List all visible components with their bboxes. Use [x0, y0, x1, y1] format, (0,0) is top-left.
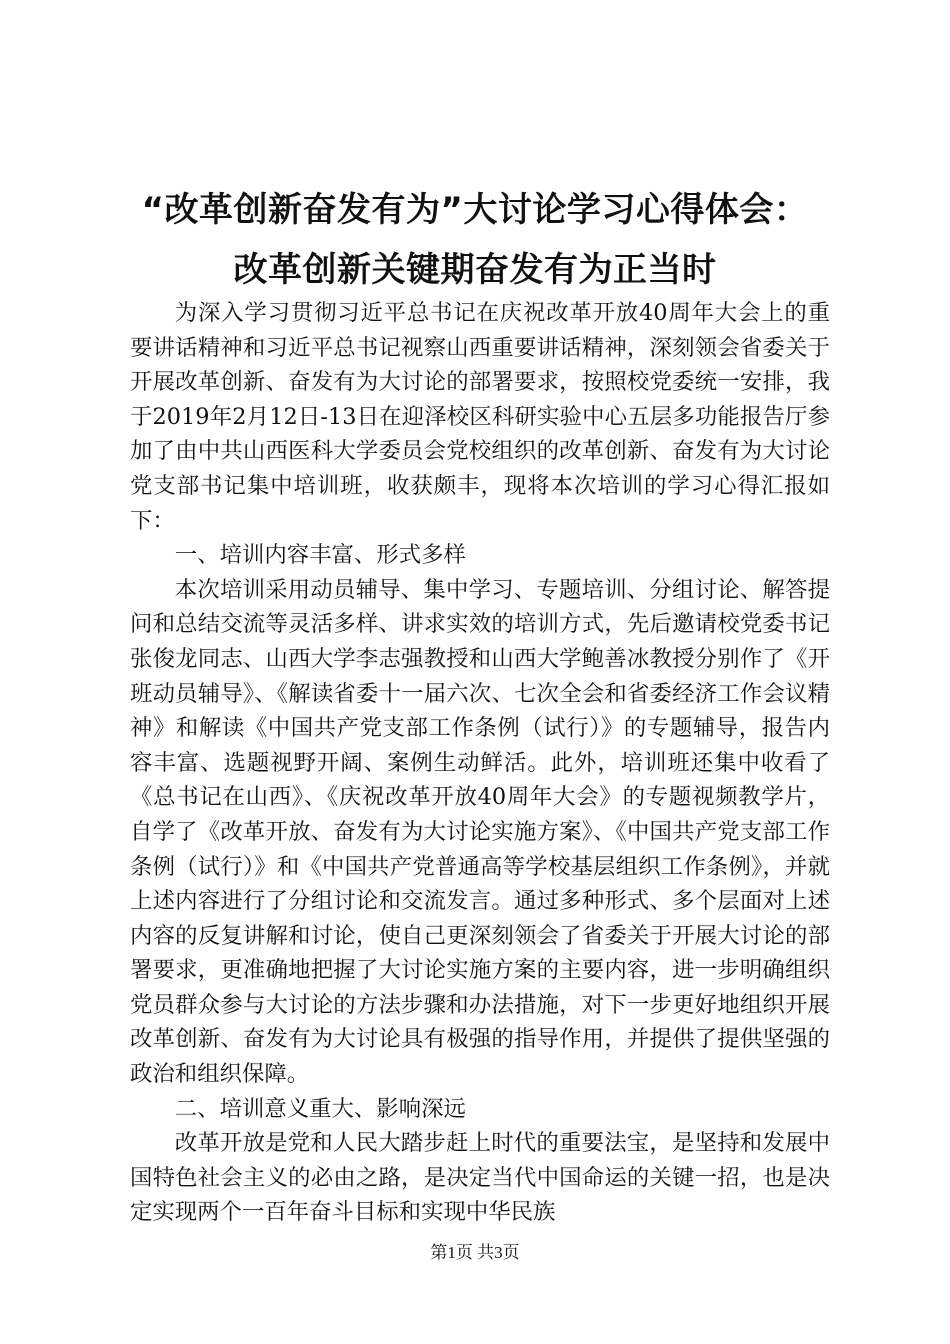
- section-heading-1: 一、培训内容丰富、形式多样: [174, 542, 466, 569]
- document-body: [130, 296, 830, 1230]
- page-number-footer: 第1页 共3页: [430, 1243, 520, 1262]
- paragraph-section-1: 本次培训采用动员辅导、集中学习、专题培训、分组讨论、解答提问和总结交流等灵活多样、讲求实效的培训方式，先后邀请校党委书记张俊龙同志、山西大学李志强教授和山西大学鲍善冰教授分别作了《开班动员辅导》、《解读省委十一届六次、七次全会和省委经济工作会议精神》和解读《中国共产党支部工作条例（试行）》的专题辅导，报告内容丰富、选题视野开阔、案例生动鲜活。此外，培训班还集中收看了《总书记在山西》、《庆祝改革开放40周年大会》的专题视频教学片，自学了《改革开放、奋发有为大讨论实施方案》、《中国共产党支部工作条例（试行）》和《中国共产党普通高等学校基层组织工作条例》，并就上述内容进行了分组讨论和交流发言。通过多种形式、多个层面对上述内容的反复讲解和讨论，使自己更深刻领会了省委关于开展大讨论的部署要求，更准确地把握了大讨论实施方案的主要内容，进一步明确组织党员群众参与大讨论的方法步骤和办法措施，对下一步更好地组织开展改革创新、奋发有为大讨论具有极强的指导作用，并提供了提供坚强的政治和组织保障。: [130, 576, 830, 1088]
- paragraph-section-2: 改革开放是党和人民大踏步赶上时代的重要法宝，是坚持和发展中国特色社会主义的必由之路，是决定当代中国命运的关键一招，也是决定实现两个一百年奋斗目标和实现中华民族: [130, 1130, 830, 1226]
- paragraph-intro: 为深入学习贯彻习近平总书记在庆祝改革开放40周年大会上的重要讲话精神和习近平总书记视察山西重要讲话精神，深刻领会省委关于开展改革创新、奋发有为大讨论的部署要求，按照校党委统一安排，我于2019年2月12日-13日在迎泽校区科研实验中心五层多功能报告厅参加了由中共山西医科大学委员会党校组织的改革创新、奋发有为大讨论党支部书记集中培训班，收获颇丰，现将本次培训的学习心得汇报如下：: [130, 300, 830, 534]
- document-title-line-1: “改革创新奋发有为”大讨论学习心得体会：: [141, 190, 809, 230]
- document-title-line-2: 改革创新关键期奋发有为正当时: [233, 250, 717, 290]
- section-heading-2: 二、培训意义重大、影响深远: [174, 1095, 466, 1122]
